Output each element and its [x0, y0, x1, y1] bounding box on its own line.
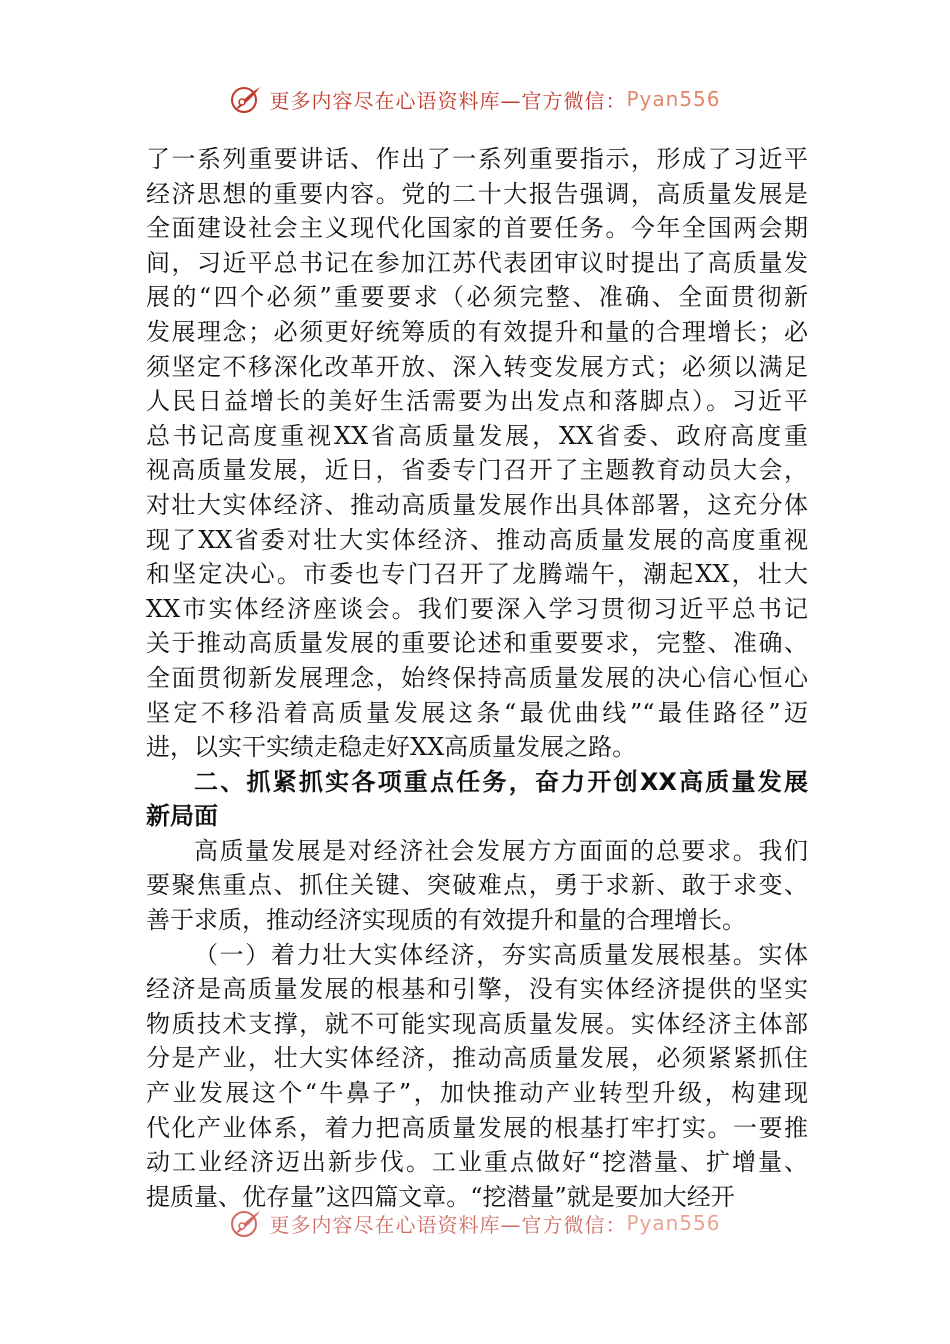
text-line: 物质技术支撑，就不可能实现高质量发展。实体经济主体部 [146, 1009, 808, 1038]
text-line: 全面贯彻新发展理念，始终保持高质量发展的决心信心恒心 [146, 663, 808, 692]
text-line: 经济是高质量发展的根基和引擎，没有实体经济提供的坚实 [146, 975, 808, 1004]
text-line: 总书记高度重视XX省高质量发展，XX省委、政府高度重 [146, 421, 808, 450]
text-line: 和坚定决心。市委也专门召开了龙腾端午，潮起XX，壮大 [146, 560, 808, 589]
text-line: 发展理念；必须更好统筹质的有效提升和量的合理增长；必 [146, 317, 808, 346]
text-line: 二、抓紧抓实各项重点任务，奋力开创XX高质量发展 [194, 767, 808, 796]
watermark-header [0, 84, 950, 114]
text-line: 了一系列重要讲话、作出了一系列重要指示，形成了习近平 [146, 145, 808, 173]
text-line: 关于推动高质量发展的重要论述和重要要求，完整、准确、 [146, 629, 808, 658]
text-line: 要聚焦重点、抓住关键、突破难点，勇于求新、敢于求变、 [146, 871, 808, 900]
text-line: 善于求质，推动经济实现质的有效提升和量的合理增长。 [146, 906, 746, 935]
paragraph-1 [146, 142, 808, 765]
paragraph-3 [146, 938, 808, 1215]
text-line: 须坚定不移深化改革开放、深入转变发展方式；必须以满足 [146, 352, 808, 381]
text-line: XX市实体经济座谈会。我们要深入学习贯彻习近平总书记 [146, 594, 808, 623]
text-line: 全面建设社会主义现代化国家的首要任务。今年全国两会期 [146, 214, 808, 243]
text-line: 新局面 [146, 802, 218, 831]
text-line: 对壮大实体经济、推动高质量发展作出具体部署，这充分体 [146, 490, 808, 519]
text-line: 坚定不移沿着高质量发展这条“最优曲线”“最佳路径”迈 [146, 698, 808, 727]
text-line: 代化产业体系，着力把高质量发展的根基打牢打实。一要推 [146, 1113, 808, 1142]
watermark-id: Pyan556 [626, 87, 721, 111]
watermark-footer [0, 1208, 950, 1238]
text-line: 提质量、优存量”这四篇文章。“挖潜量”就是要加大经开 [146, 1182, 735, 1211]
watermark-text: 更多内容尽在心语资料库—官方微信： [269, 1212, 627, 1237]
text-line: 产业发展这个“牛鼻子”，加快推动产业转型升级，构建现 [146, 1079, 808, 1108]
quill-logo-icon [229, 84, 263, 114]
text-line: 视高质量发展，近日，省委专门召开了主题教育动员大会， [146, 456, 808, 485]
document-body [146, 142, 808, 1214]
section-heading [146, 765, 808, 834]
paragraph-2 [146, 834, 808, 938]
text-line: 现了XX省委对壮大实体经济、推动高质量发展的高度重视 [146, 525, 808, 554]
watermark-id: Pyan556 [626, 1211, 721, 1235]
watermark-text: 更多内容尽在心语资料库—官方微信： [269, 88, 627, 113]
text-line: （一）着力壮大实体经济，夯实高质量发展根基。实体 [194, 940, 808, 969]
text-line: 动工业经济迈出新步伐。工业重点做好“挖潜量、扩增量、 [146, 1148, 808, 1177]
text-line: 进，以实干实绩走稳走好XX高质量发展之路。 [146, 733, 637, 762]
text-line: 间，习近平总书记在参加江苏代表团审议时提出了高质量发 [146, 248, 808, 277]
text-line: 高质量发展是对经济社会发展方方面面的总要求。我们 [194, 836, 808, 865]
text-line: 人民日益增长的美好生活需要为出发点和落脚点）。习近平 [146, 387, 808, 416]
text-line: 经济思想的重要内容。党的二十大报告强调，高质量发展是 [146, 179, 808, 208]
text-line: 展的“四个必须”重要要求（必须完整、准确、全面贯彻新 [146, 283, 808, 312]
text-line: 分是产业，壮大实体经济，推动高质量发展，必须紧紧抓住 [146, 1044, 808, 1073]
quill-logo-icon [229, 1208, 263, 1238]
